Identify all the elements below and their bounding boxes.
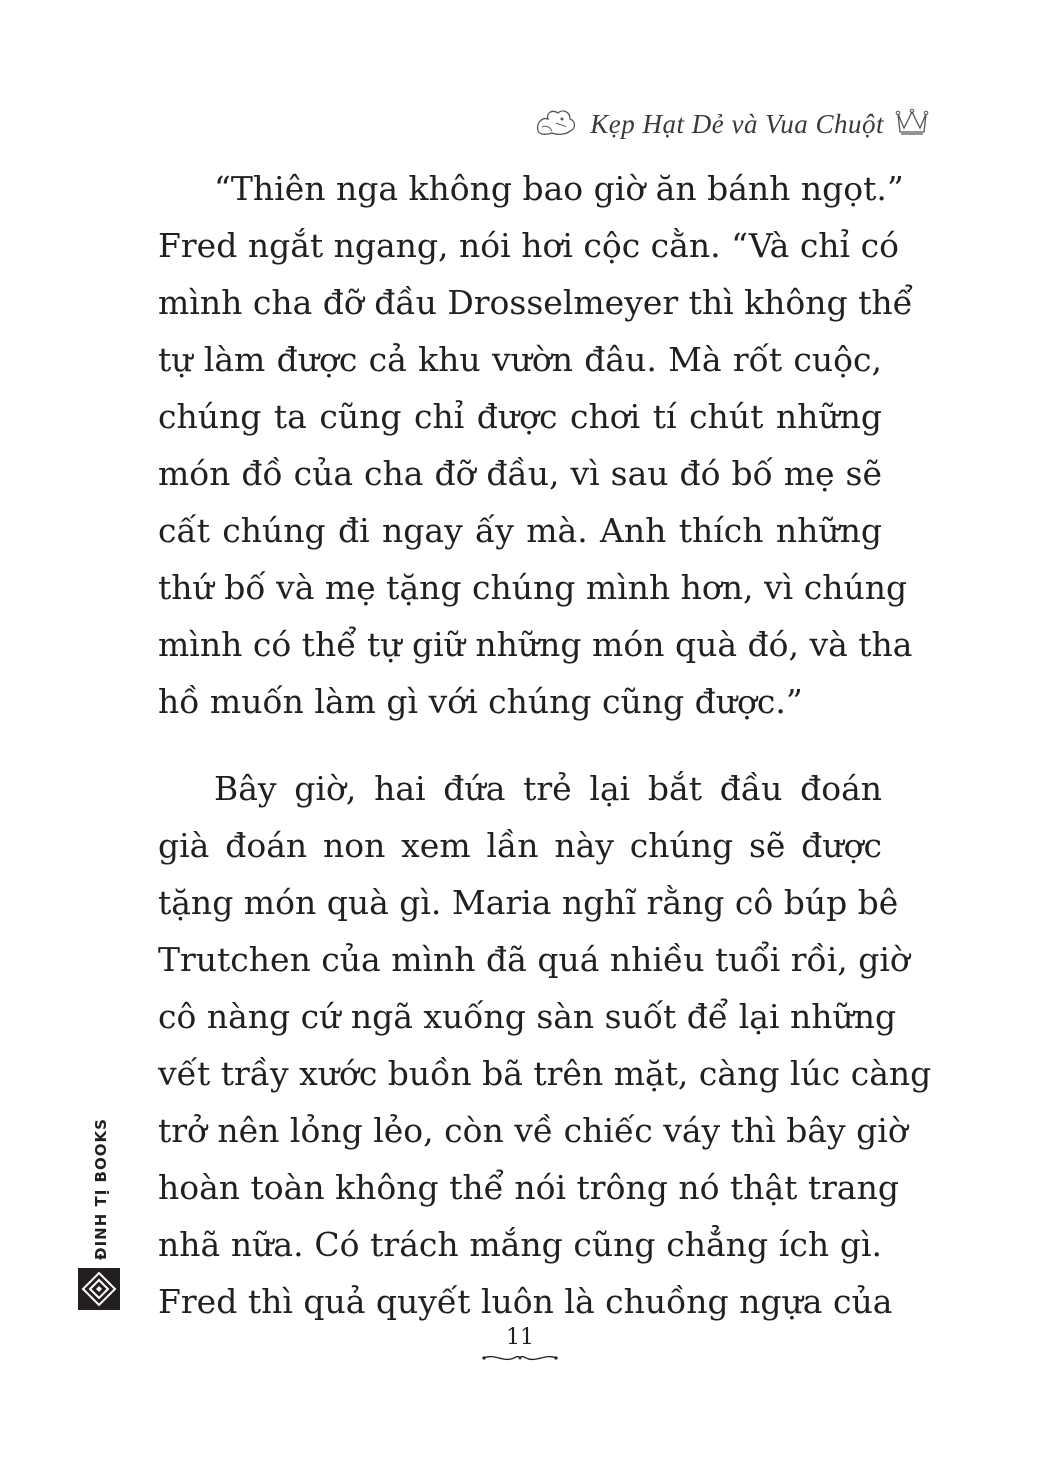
publisher-name: ĐINH TỊ BOOKS xyxy=(92,1118,110,1260)
text-line: già đoán non xem lần này chúng sẽ được xyxy=(158,826,882,865)
crown-icon xyxy=(894,104,930,144)
page-folio xyxy=(470,1325,570,1369)
text-line: tặng món quà gì. Maria nghĩ rằng cô búp bê xyxy=(158,883,899,922)
paragraph-1 xyxy=(158,160,913,730)
text-line: cô nàng cứ ngã xuống sàn suốt để lại những xyxy=(158,997,897,1036)
text-line: “Thiên nga không bao giờ ăn bánh ngọt.” xyxy=(214,169,904,208)
running-header xyxy=(532,104,930,144)
text-line: hoàn toàn không thể nói trông nó thật trang xyxy=(158,1168,899,1207)
squirrel-icon xyxy=(532,105,580,143)
text-line: Fred thì quả quyết luôn là chuồng ngựa của xyxy=(158,1282,893,1321)
text-line: thứ bố và mẹ tặng chúng mình hơn, vì chúng xyxy=(158,568,908,607)
text-line: mình cha đỡ đầu Drosselmeyer thì không thể xyxy=(158,283,913,322)
text-line: Fred ngắt ngang, nói hơi cộc cằn. “Và chỉ có xyxy=(158,226,899,265)
running-title: Kẹp Hạt Dẻ và Vua Chuột xyxy=(590,108,884,139)
text-line: trở nên lỏng lẻo, còn về chiếc váy thì bây giờ xyxy=(158,1111,908,1150)
text-line: hồ muốn làm gì với chúng cũng được.” xyxy=(158,682,803,721)
diamond-logo-icon xyxy=(78,1268,120,1314)
flourish-ornament-icon xyxy=(480,1350,560,1369)
text-line: vết trầy xước buồn bã trên mặt, càng lúc càng xyxy=(158,1054,932,1093)
page-number: 11 xyxy=(506,1325,534,1350)
text-line: cất chúng đi ngay ấy mà. Anh thích những xyxy=(158,511,882,550)
text-line: Bây giờ, hai đứa trẻ lại bắt đầu đoán xyxy=(214,769,882,808)
text-line: chúng ta cũng chỉ được chơi tí chút những xyxy=(158,397,882,436)
publisher-mark xyxy=(78,1118,132,1320)
text-line: tự làm được cả khu vườn đâu. Mà rốt cuộc, xyxy=(158,340,882,379)
text-line: mình có thể tự giữ những món quà đó, và tha xyxy=(158,625,913,664)
body-text xyxy=(158,160,932,1330)
text-line: nhã nữa. Có trách mắng cũng chẳng ích gì. xyxy=(158,1225,882,1264)
text-line: Trutchen của mình đã quá nhiều tuổi rồi, giờ xyxy=(158,940,910,979)
paragraph-2 xyxy=(158,760,932,1330)
text-line: món đồ của cha đỡ đầu, vì sau đó bố mẹ sẽ xyxy=(158,454,882,493)
